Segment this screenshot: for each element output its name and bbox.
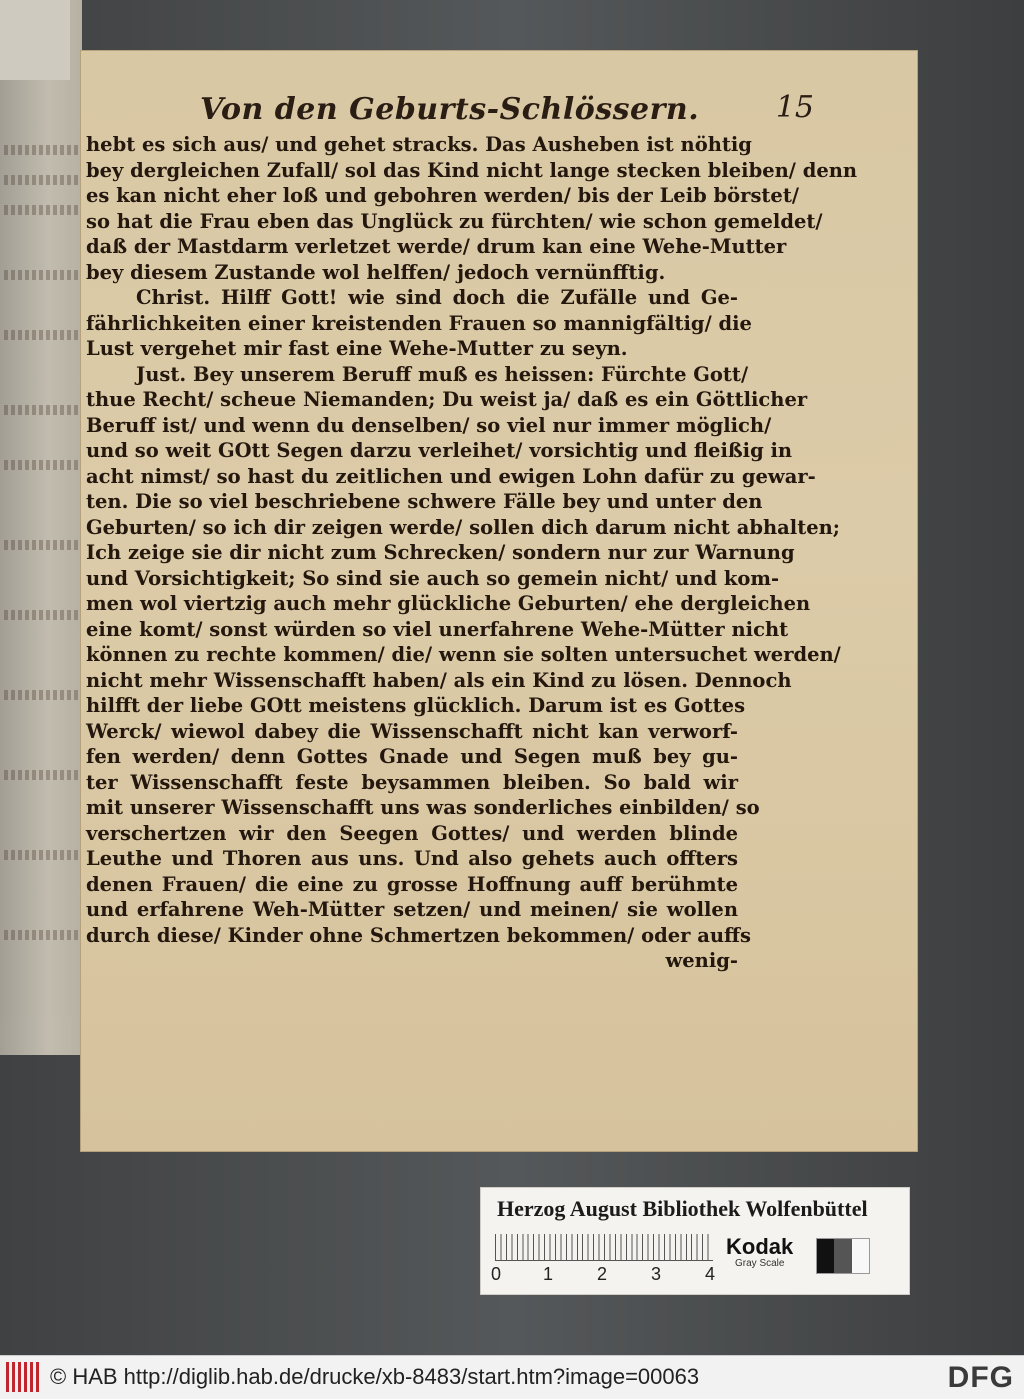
bleed-through-text (4, 175, 78, 185)
bleed-through-text (4, 330, 78, 340)
bleed-through-text (4, 460, 78, 470)
text-line: bey dergleichen Zufall/ sol das Kind nicht lange stecken bleiben/ denn (86, 158, 858, 182)
text-line: durch diese/ Kinder ohne Schmertzen bekommen/ oder auffs (86, 923, 751, 947)
text-line: und so weit GOtt Segen darzu verleihet/ vorsichtig und fleißig in (86, 439, 793, 462)
previous-page-edge (0, 0, 82, 1055)
running-header: Von den Geburts-Schlössern. (200, 92, 700, 127)
text-line: fährlichkeiten einer kreistenden Frauen so mannigfältig/ die (86, 311, 752, 335)
book-page (80, 50, 918, 1152)
bleed-through-text (4, 405, 78, 415)
gray-patch (834, 1239, 851, 1273)
ruler-number: 2 (597, 1264, 608, 1284)
text-line: Beruff ist/ und wenn du denselben/ so viel nur immer möglich/ (86, 413, 772, 437)
text-line: bey diesem Zustande wol helffen/ jedoch vernünfftig. (86, 260, 666, 284)
gray-patches (816, 1238, 870, 1274)
bleed-through-text (4, 610, 78, 620)
text-line: acht nimst/ so hast du zeitlichen und ewigen Lohn dafür zu gewar- (86, 464, 816, 488)
kodak-logo: Kodak (726, 1234, 794, 1259)
bleed-through-text (4, 930, 78, 940)
ruler-number: 3 (651, 1264, 662, 1284)
viewer-footer (0, 1355, 1024, 1399)
text-line: daß der Mastdarm verletzet werde/ drum kan eine Wehe-Mutter (86, 235, 787, 258)
text-line: Geburten/ so ich dir zeigen werde/ sollen dich darum nicht abhalten; (86, 515, 840, 539)
bleed-through-text (4, 850, 78, 860)
dfg-logo: DFG (947, 1361, 1014, 1394)
ruler-number: 4 (705, 1264, 716, 1284)
ruler-number: 0 (491, 1264, 502, 1284)
bleed-through-text (4, 540, 78, 550)
text-line: fen werden/ denn Gottes Gnade und Segen muß bey gu- (86, 745, 738, 768)
body-text (86, 132, 858, 974)
text-line: Christ. Hilff Gott! wie sind doch die Zufälle und Ge- (136, 286, 738, 309)
text-line: ten. Die so viel beschriebene schwere Fälle bey und unter den (86, 490, 763, 513)
bleed-through-text (4, 270, 78, 280)
text-line: so hat die Frau eben das Unglück zu fürchten/ wie schon gemeldet/ (86, 209, 823, 233)
text-line: können zu rechte kommen/ die/ wenn sie solten untersuchet werden/ (86, 643, 841, 666)
text-line: hilfft der liebe GOtt meistens glücklich. Darum ist es Gottes (86, 694, 746, 717)
text-line: Just. Bey unserem Beruff muß es heissen: Fürchte Gott/ (136, 362, 749, 386)
text-line: ter Wissenschafft feste beysammen bleiben. So bald wir (86, 770, 738, 794)
text-line: eine komt/ sonst würden so viel unerfahrene Wehe-Mütter nicht (86, 617, 789, 641)
library-color-target (480, 1187, 910, 1295)
text-line: thue Recht/ scheue Niemanden; Du weist ja/ daß es ein Göttlicher (86, 388, 808, 411)
text-line: Werck/ wiewol dabey die Wissenschafft nicht kan verworf- (86, 719, 738, 743)
gray-scale-label: Gray Scale (735, 1258, 785, 1269)
page-number: 15 (775, 90, 814, 125)
text-line: es kan nicht eher loß und gebohren werden/ bis der Leib börstet/ (86, 184, 799, 207)
gray-patch (817, 1239, 834, 1273)
bleed-through-text (4, 205, 78, 215)
text-line: Leuthe und Thoren aus uns. Und also gehets auch offters (86, 847, 738, 870)
previous-page-corner (0, 0, 70, 80)
ruler-number: 1 (543, 1264, 554, 1284)
library-name: Herzog August Bibliothek Wolfenbüttel (497, 1196, 868, 1221)
text-line: hebt es sich aus/ und gehet stracks. Das Ausheben ist nöhtig (86, 133, 752, 156)
text-line: denen Frauen/ die eine zu grosse Hoffnung auff berühmte (86, 872, 738, 896)
text-line: verschertzen wir den Seegen Gottes/ und werden blinde (86, 821, 738, 845)
text-line: nicht mehr Wissenschafft haben/ als ein Kind zu lösen. Dennoch (86, 668, 792, 692)
gray-patch (852, 1239, 869, 1273)
text-line: mit unserer Wissenschafft uns was sonderliches einbilden/ so (86, 796, 760, 819)
text-line: und Vorsichtigkeit; So sind sie auch so gemein nicht/ und kom- (86, 566, 780, 590)
bleed-through-text (4, 770, 78, 780)
scale-ruler (495, 1234, 713, 1261)
bleed-through-text (4, 145, 78, 155)
copyright-url[interactable]: © HAB http://diglib.hab.de/drucke/xb-8483/start.htm?image=00063 (50, 1364, 700, 1389)
catchword: wenig- (665, 949, 738, 972)
text-line: men wol viertzig auch mehr glückliche Geburten/ ehe dergleichen (86, 592, 811, 615)
hab-logo-icon (6, 1362, 42, 1392)
bleed-through-text (4, 690, 78, 700)
text-line: Ich zeige sie dir nicht zum Schrecken/ sondern nur zur Warnung (86, 541, 795, 564)
ruler-numbers (491, 1264, 731, 1286)
text-line: Lust vergehet mir fast eine Wehe-Mutter zu seyn. (86, 337, 628, 360)
text-line: und erfahrene Weh-Mütter setzen/ und meinen/ sie wollen (86, 898, 738, 921)
